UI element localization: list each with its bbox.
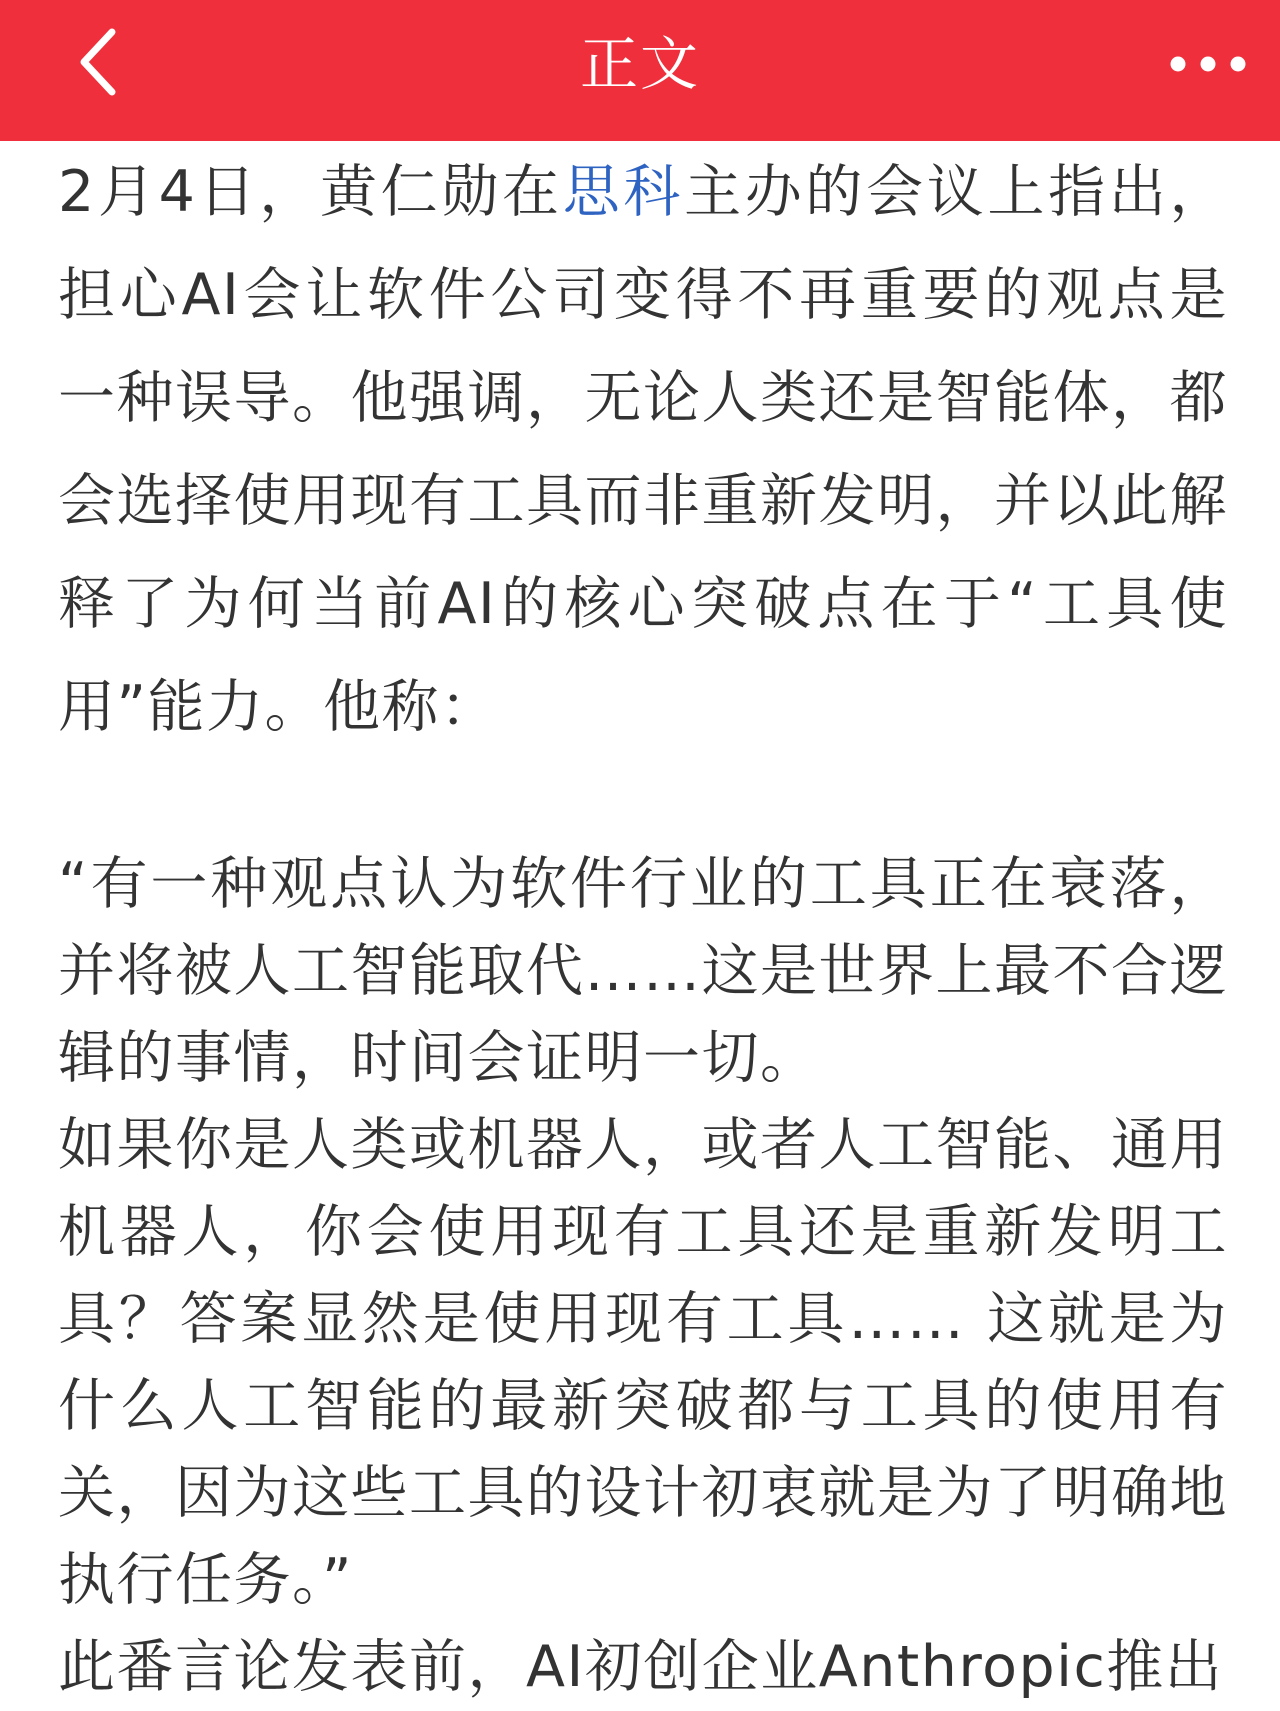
article-paragraph-cutoff: 此番言论发表前，AI初创企业Anthropic推出 bbox=[58, 1634, 1224, 1700]
cisco-link[interactable]: 思科 bbox=[562, 159, 685, 225]
more-dots-icon bbox=[1160, 38, 1270, 90]
more-button[interactable] bbox=[1160, 38, 1270, 90]
article-body bbox=[58, 141, 1228, 1711]
paragraph-text-start: 2月4日，黄仁勋在 bbox=[58, 159, 563, 225]
quote-paragraph-continued: 如果你是人类或机器人，或者人工智能、通用机器人，你会使用现有工具还是重新发明工具？答案显然是使用现有工具…… 这就是为什么人工智能的最新突破都与工具的使用有关，因为这些工具的设计初衷就是为了明确地执行任务。” bbox=[58, 1112, 1228, 1613]
article-paragraph bbox=[58, 141, 1228, 759]
paragraph-text-end: 主办的会议上指出，担心AI会让软件公司变得不再重要的观点是一种误导。他强调，无论人类还是智能体，都会选择使用现有工具而非重新发明，并以此解释了为何当前AI的核心突破点在于“工具使用”能力。他称： bbox=[58, 159, 1229, 740]
quote-paragraph: “有一种观点认为软件行业的工具正在衰落，并将被人工智能取代……这是世界上最不合逻辑的事情，时间会证明一切。 bbox=[58, 851, 1228, 1091]
top-bar bbox=[0, 0, 1280, 141]
paragraph-spacer bbox=[58, 759, 1228, 841]
page-title: 正文 bbox=[579, 30, 700, 98]
